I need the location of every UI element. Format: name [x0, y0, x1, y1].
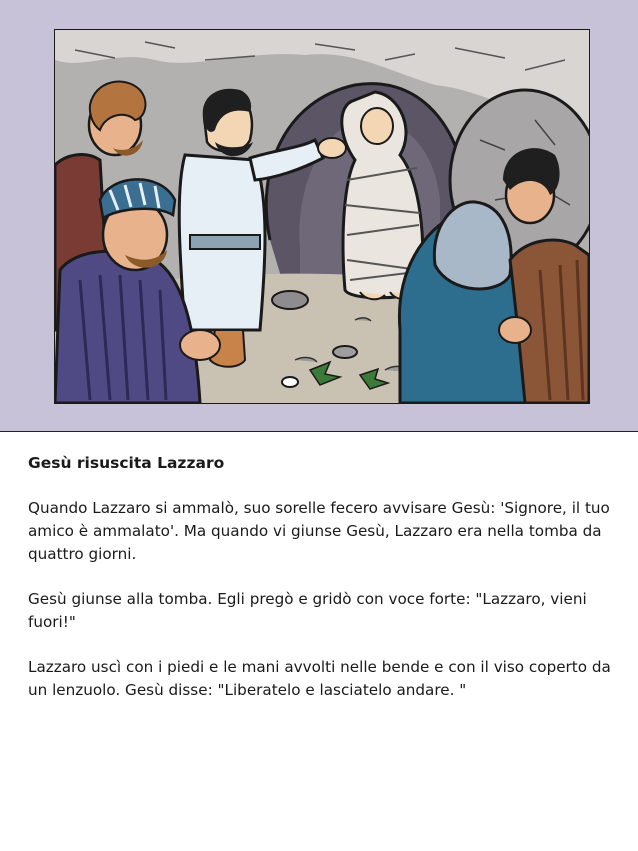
- divider: [0, 431, 638, 432]
- story-paragraph-2: Gesù giunse alla tomba. Egli pregò e gridò con voce forte: "Lazzaro, vieni fuori!": [28, 590, 587, 631]
- story-text: [28, 452, 618, 724]
- story-title: Gesù risuscita Lazzaro: [28, 454, 225, 472]
- story-paragraph-1: Quando Lazzaro si ammalò, suo sorelle fecero avvisare Gesù: 'Signore, il tuo amico è ammalato'. Ma quando vi giunse Gesù, Lazzaro era nella tomba da quattro giorni.: [28, 499, 610, 563]
- lazarus-illustration: [54, 29, 590, 404]
- story-paragraph-3: Lazzaro uscì con i piedi e le mani avvolti nelle bende e con il viso coperto da un lenzuolo. Gesù disse: "Liberatelo e lasciatelo andare. ": [28, 658, 611, 699]
